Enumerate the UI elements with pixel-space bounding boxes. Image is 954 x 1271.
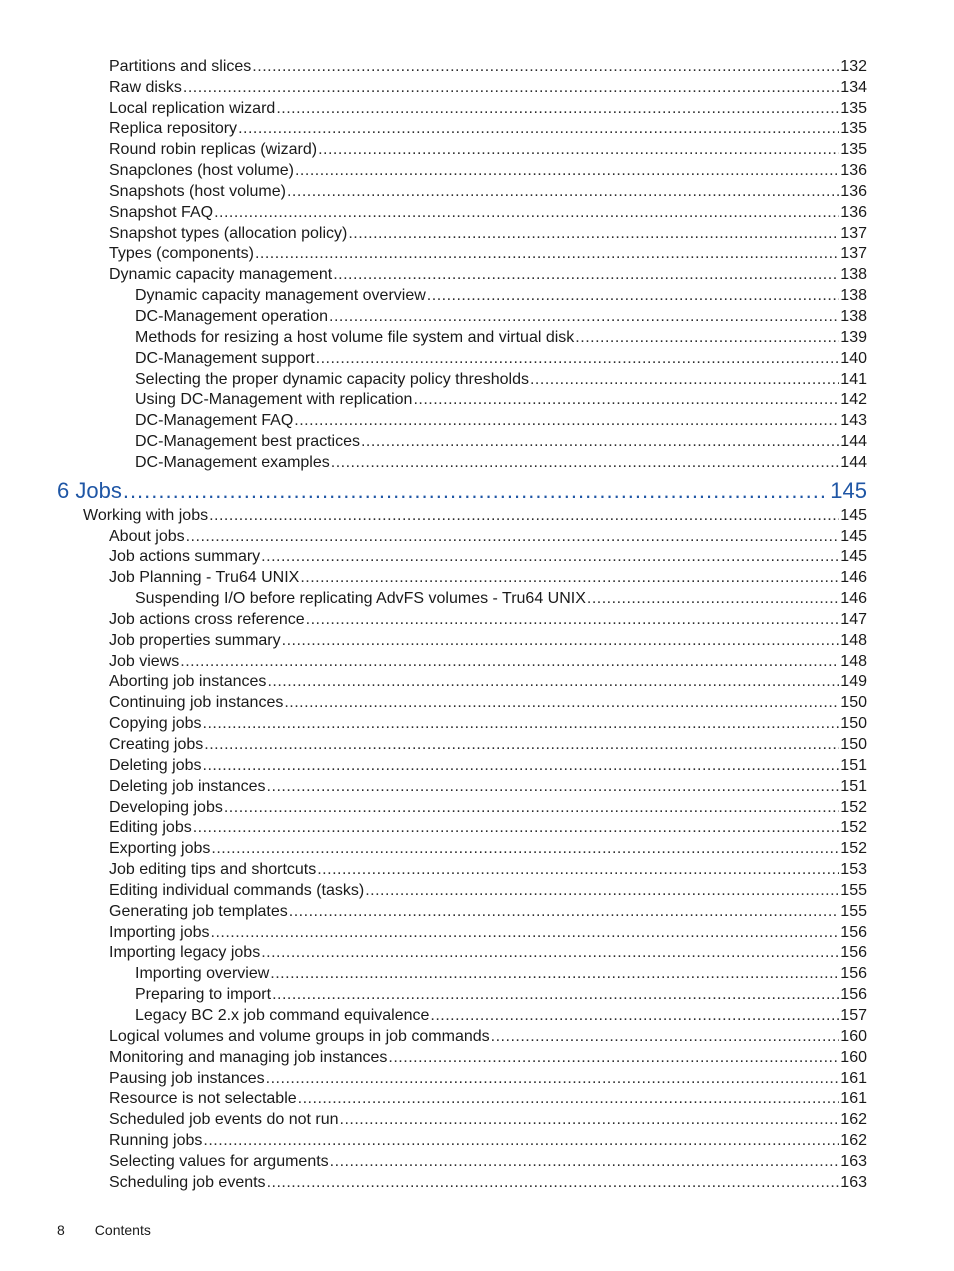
toc-entry[interactable] — [0, 837, 954, 858]
toc-dot-leader — [261, 548, 839, 566]
toc-dot-leader — [427, 287, 840, 305]
toc-entry[interactable] — [0, 817, 954, 838]
toc-dot-leader — [270, 965, 839, 983]
toc-entry[interactable] — [0, 733, 954, 754]
toc-entry[interactable] — [0, 900, 954, 921]
toc-dot-leader — [413, 391, 839, 409]
toc-entry-page: 162 — [840, 1132, 867, 1150]
toc-entry[interactable] — [0, 76, 954, 97]
toc-entry[interactable] — [0, 504, 954, 525]
toc-entry-title: Snapshot FAQ — [109, 203, 214, 221]
toc-dot-leader — [333, 266, 839, 284]
toc-entry-title: Importing jobs — [109, 923, 210, 941]
toc-entry-title: Job views — [109, 652, 180, 670]
toc-dot-leader — [266, 1070, 840, 1088]
toc-entry-title: Job actions summary — [109, 548, 261, 566]
toc-entry-page: 145 — [840, 506, 867, 524]
toc-entry-page: 149 — [840, 673, 867, 691]
toc-entry[interactable] — [0, 921, 954, 942]
toc-dot-leader — [203, 715, 840, 733]
toc-entry-page: 163 — [840, 1173, 867, 1191]
toc-dot-leader — [348, 225, 839, 243]
toc-entry-page: 138 — [840, 287, 867, 305]
toc-entry[interactable] — [0, 201, 954, 222]
toc-dot-leader — [287, 183, 839, 201]
toc-dot-leader — [289, 903, 840, 921]
toc-entry-page: 145 — [840, 548, 867, 566]
toc-dot-leader — [267, 778, 840, 796]
toc-entry-title: Using DC-Management with replication — [135, 391, 413, 409]
toc-dot-leader — [329, 308, 839, 326]
toc-dot-leader — [388, 1049, 839, 1067]
toc-entry-page: 148 — [840, 631, 867, 649]
footer-page-number: 8 — [57, 1222, 65, 1238]
toc-entry-title: Suspending I/O before replicating AdvFS volumes - Tru64 UNIX — [135, 590, 586, 608]
toc-entry[interactable] — [0, 118, 954, 139]
toc-entry[interactable] — [0, 712, 954, 733]
toc-entry-title: Dynamic capacity management overview — [135, 287, 426, 305]
toc-entry-page: 145 — [840, 527, 867, 545]
toc-entry-page: 156 — [840, 923, 867, 941]
toc-entry[interactable] — [0, 858, 954, 879]
toc-dot-leader — [272, 986, 839, 1004]
toc-entry-page: 138 — [840, 266, 867, 284]
toc-entry-title: DC-Management operation — [135, 307, 328, 325]
toc-entry[interactable] — [0, 138, 954, 159]
toc-entry-title: Snapshot types (allocation policy) — [109, 224, 348, 242]
toc-entry-page: 151 — [840, 777, 867, 795]
footer-section-label: Contents — [94, 1222, 151, 1238]
toc-entry-title: Snapshots (host volume) — [109, 182, 286, 200]
toc-entry-page: 145 — [830, 477, 867, 503]
toc-entry[interactable] — [0, 629, 954, 650]
toc-entry-title: Pausing job instances — [109, 1069, 265, 1087]
toc-entry[interactable] — [0, 671, 954, 692]
toc-entry[interactable] — [0, 347, 954, 368]
toc-dot-leader — [211, 924, 840, 942]
toc-dot-leader — [365, 882, 839, 900]
toc-dot-leader — [306, 611, 840, 629]
toc-entry[interactable] — [0, 222, 954, 243]
toc-entry-title: Importing legacy jobs — [109, 944, 261, 962]
toc-entry-page: 155 — [840, 881, 867, 899]
toc-entry-title: Types (components) — [109, 245, 254, 263]
toc-dot-leader — [203, 757, 840, 775]
toc-entry-page: 142 — [840, 391, 867, 409]
toc-entry-title: Job properties summary — [109, 631, 281, 649]
toc-entry-title: Local replication wizard — [109, 99, 276, 117]
toc-entry-title: Resource is not selectable — [109, 1090, 297, 1108]
toc-entry-title: Round robin replicas (wizard) — [109, 141, 318, 159]
toc-dot-leader — [123, 478, 829, 504]
toc-entry-title: Creating jobs — [109, 736, 204, 753]
toc-dot-leader — [530, 371, 839, 389]
toc-entry-page: 152 — [840, 819, 867, 837]
toc-entry-page: 157 — [840, 1006, 867, 1024]
toc-entry[interactable] — [0, 97, 954, 118]
toc-entry-title: Selecting the proper dynamic capacity policy thresholds — [135, 370, 529, 388]
toc-entry[interactable] — [0, 691, 954, 712]
toc-entry-title: Monitoring and managing job instances — [109, 1048, 388, 1066]
toc-dot-leader — [330, 1153, 840, 1171]
toc-entry-page: 144 — [840, 453, 867, 471]
toc-entry-page: 160 — [840, 1027, 867, 1045]
toc-dot-leader — [430, 1007, 839, 1025]
toc-entry-page: 160 — [840, 1048, 867, 1066]
toc-entry-title: Snapclones (host volume) — [109, 162, 294, 180]
toc-dot-leader — [284, 694, 839, 712]
toc-entry[interactable] — [0, 1108, 954, 1129]
toc-entry-title: Running jobs — [109, 1132, 203, 1150]
toc-dot-leader — [587, 590, 839, 608]
toc-entry-page: 153 — [840, 861, 867, 879]
toc-entry-title: Exporting jobs — [109, 840, 211, 858]
toc-entry[interactable] — [0, 525, 954, 546]
toc-dot-leader — [316, 350, 840, 368]
toc-dot-leader — [238, 120, 839, 138]
toc-entry-title: Logical volumes and volume groups in job commands — [109, 1027, 490, 1045]
toc-entry-page: 135 — [840, 141, 867, 159]
toc-entry-title: Raw disks — [109, 78, 182, 96]
toc-dot-leader — [214, 204, 839, 222]
toc-entry-title: DC-Management examples — [135, 453, 330, 471]
toc-entry[interactable] — [0, 263, 954, 284]
toc-entry[interactable] — [0, 775, 954, 796]
toc-entry[interactable] — [0, 796, 954, 817]
toc-entry[interactable] — [0, 55, 954, 76]
toc-entry-page: 144 — [840, 433, 867, 451]
toc-entry[interactable] — [0, 608, 954, 629]
toc-entry-title: Aborting job instances — [109, 673, 267, 691]
toc-dot-leader — [317, 861, 839, 879]
toc-entry-title: DC-Management support — [135, 349, 315, 367]
toc-entry[interactable] — [0, 962, 954, 983]
toc-dot-leader — [282, 632, 840, 650]
toc-entry-page: 136 — [840, 203, 867, 221]
toc-entry-page: 152 — [840, 798, 867, 816]
toc-dot-leader — [267, 673, 839, 691]
toc-entry-page: 156 — [840, 965, 867, 983]
toc-entry[interactable] — [0, 389, 954, 410]
toc-entry-page: 137 — [840, 224, 867, 242]
toc-entry[interactable] — [0, 1171, 954, 1192]
toc-entry[interactable] — [0, 409, 954, 430]
toc-dot-leader — [203, 1132, 839, 1150]
toc-entry-title: Importing overview — [135, 965, 270, 983]
toc-dot-leader — [261, 944, 839, 962]
toc-entry-page: 137 — [840, 245, 867, 263]
toc-entry[interactable] — [0, 159, 954, 180]
toc-entry-page: 156 — [840, 986, 867, 1004]
toc-entry-page: 146 — [840, 569, 867, 587]
toc-dot-leader — [252, 58, 839, 76]
toc-entry-page: 139 — [840, 328, 867, 346]
toc-entry-page: 148 — [840, 652, 867, 670]
toc-entry-page: 136 — [840, 182, 867, 200]
toc-entry-title: Developing jobs — [109, 798, 223, 816]
toc-dot-leader — [209, 507, 839, 525]
toc-dot-leader — [193, 819, 840, 837]
toc-entry[interactable] — [0, 1088, 954, 1109]
toc-entry-page: 140 — [840, 349, 867, 367]
toc-dot-leader — [340, 1111, 840, 1129]
toc-dot-leader — [267, 1174, 840, 1192]
toc-dot-leader — [255, 245, 839, 263]
toc-dot-leader — [180, 653, 839, 671]
toc-entry-title: Job Planning - Tru64 UNIX — [109, 569, 300, 587]
toc-dot-leader — [295, 162, 839, 180]
toc-entry-title: Generating job templates — [109, 902, 288, 920]
toc-entry-page: 152 — [840, 840, 867, 858]
toc-entry-page: 146 — [840, 590, 867, 608]
toc-entry-title: 6 Jobs — [57, 477, 122, 503]
toc-dot-leader — [318, 141, 839, 159]
toc-chapter-entry[interactable] — [0, 472, 954, 504]
toc-entry[interactable] — [0, 284, 954, 305]
toc-entry-page: 163 — [840, 1152, 867, 1170]
toc-dot-leader — [211, 840, 839, 858]
toc-entry-title: Job editing tips and shortcuts — [109, 861, 317, 879]
toc-entry-title: Dynamic capacity management — [109, 266, 333, 284]
toc-entry[interactable] — [0, 566, 954, 587]
toc-entry-page: 150 — [840, 694, 867, 712]
toc-dot-leader — [204, 736, 839, 754]
toc-dot-leader — [294, 412, 839, 430]
toc-entry-title: About jobs — [109, 527, 185, 545]
toc-dot-leader — [186, 528, 840, 546]
toc-entry[interactable] — [0, 180, 954, 201]
toc-entry-page: 132 — [840, 57, 867, 75]
toc-entry[interactable] — [0, 942, 954, 963]
toc-entry-title: Replica repository — [109, 120, 238, 138]
toc-entry[interactable] — [0, 326, 954, 347]
toc-dot-leader — [491, 1028, 840, 1046]
toc-dot-leader — [276, 100, 839, 118]
toc-dot-leader — [300, 569, 839, 587]
toc-dot-leader — [331, 454, 840, 472]
toc-entry-title: Methods for resizing a host volume file system and virtual disk — [135, 328, 575, 346]
toc-entry-title: DC-Management FAQ — [135, 412, 294, 430]
toc-entry-title: Working with jobs — [83, 506, 209, 524]
toc-entry-title: Preparing to import — [135, 986, 272, 1004]
toc-entry-page: 138 — [840, 307, 867, 325]
toc-entry-page: 135 — [840, 99, 867, 117]
page-footer — [57, 1222, 151, 1238]
toc-entry[interactable] — [0, 430, 954, 451]
toc-entry-title: Copying jobs — [109, 715, 202, 733]
toc-entry-page: 143 — [840, 412, 867, 430]
toc-entry[interactable] — [0, 451, 954, 472]
toc-entry[interactable] — [0, 243, 954, 264]
toc-entry-page: 147 — [840, 610, 867, 628]
toc-entry-page: 151 — [840, 756, 867, 774]
toc-dot-leader — [298, 1090, 840, 1108]
toc-entry-title: Selecting values for arguments — [109, 1152, 329, 1170]
toc-entry-page: 150 — [840, 715, 867, 733]
toc-dot-leader — [361, 433, 839, 451]
toc-entry[interactable] — [0, 587, 954, 608]
toc-entry[interactable] — [0, 368, 954, 389]
toc-entry-title: Editing individual commands (tasks) — [109, 881, 365, 899]
toc-entry-title: Editing jobs — [109, 819, 192, 837]
toc-entry-page: 155 — [840, 902, 867, 920]
toc-entry[interactable] — [0, 1129, 954, 1150]
toc-entry[interactable] — [0, 879, 954, 900]
toc-entry-title: Continuing job instances — [109, 694, 284, 712]
toc-entry-title: Deleting jobs — [109, 756, 202, 774]
toc-dot-leader — [183, 79, 839, 97]
toc-entry-page: 136 — [840, 162, 867, 180]
toc-entry-page: 161 — [840, 1090, 867, 1108]
toc-entry-title: Deleting job instances — [109, 777, 266, 795]
toc-entry-page: 162 — [840, 1111, 867, 1129]
toc-entry-page: 141 — [840, 370, 867, 388]
toc-entry-page: 156 — [840, 944, 867, 962]
toc-entry[interactable] — [0, 650, 954, 671]
toc-entry[interactable] — [0, 546, 954, 567]
toc-entry-title: Scheduling job events — [109, 1173, 266, 1191]
toc-entry-title: Partitions and slices — [109, 57, 252, 75]
toc-entry[interactable] — [0, 1046, 954, 1067]
toc-entry[interactable] — [0, 983, 954, 1004]
toc-entry-page: 134 — [840, 78, 867, 96]
table-of-contents — [0, 55, 954, 1192]
toc-entry-title: Legacy BC 2.x job command equivalence — [135, 1006, 430, 1024]
toc-entry[interactable] — [0, 1004, 954, 1025]
toc-entry-title: Job actions cross reference — [109, 610, 305, 628]
toc-entry[interactable] — [0, 1150, 954, 1171]
toc-dot-leader — [575, 329, 839, 347]
toc-entry[interactable] — [0, 305, 954, 326]
toc-entry-page: 150 — [840, 736, 867, 753]
toc-entry-page: 135 — [840, 120, 867, 138]
toc-entry-page: 161 — [840, 1069, 867, 1087]
toc-entry-title: Scheduled job events do not run — [109, 1111, 339, 1129]
toc-entry[interactable] — [0, 1067, 954, 1088]
toc-entry[interactable] — [0, 754, 954, 775]
toc-entry-title: DC-Management best practices — [135, 433, 360, 451]
toc-entry[interactable] — [0, 1025, 954, 1046]
toc-dot-leader — [224, 799, 839, 817]
